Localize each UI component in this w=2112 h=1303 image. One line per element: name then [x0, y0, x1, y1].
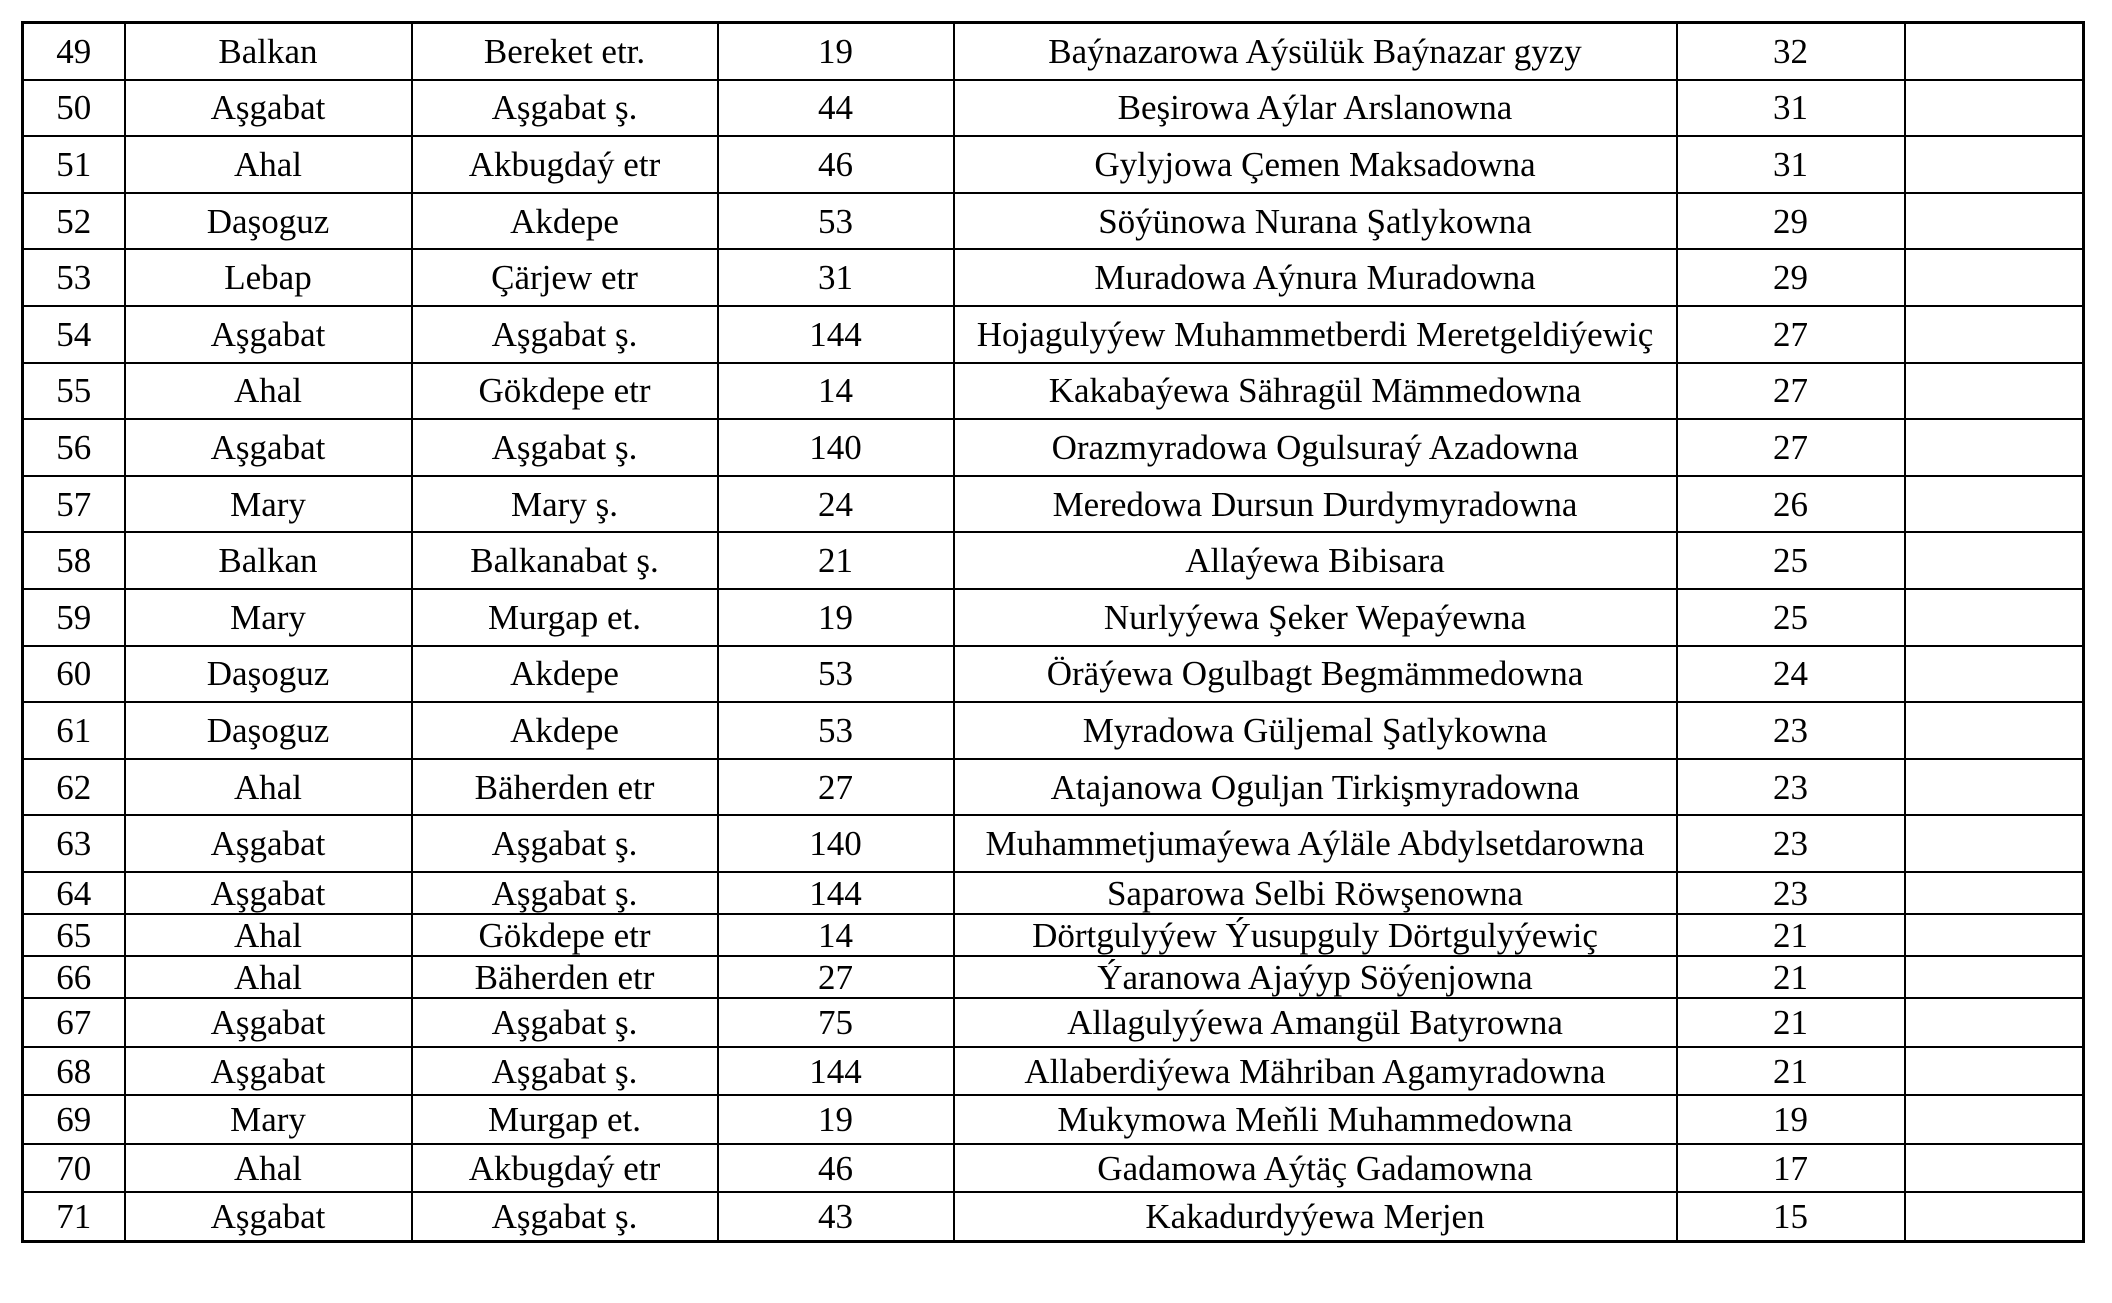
row-number-cell: 51 — [23, 136, 125, 193]
table-row — [23, 532, 2084, 589]
school-number-cell: 21 — [718, 532, 954, 589]
note-cell — [1905, 306, 2084, 363]
score-cell: 25 — [1677, 532, 1905, 589]
district-cell: Akbugdaý etr — [412, 1144, 718, 1193]
region-cell: Mary — [125, 1095, 412, 1144]
participant-name-cell: Öräýewa Ogulbagt Begmämmedowna — [954, 646, 1677, 703]
participant-name-cell: Mukymowa Meňli Muhammedowna — [954, 1095, 1677, 1144]
school-number-cell: 44 — [718, 80, 954, 137]
table-row — [23, 80, 2084, 137]
note-cell — [1905, 419, 2084, 476]
school-number-cell: 53 — [718, 193, 954, 250]
participant-name-cell: Nurlyýewa Şeker Wepaýewna — [954, 589, 1677, 646]
region-cell: Aşgabat — [125, 306, 412, 363]
district-cell: Bäherden etr — [412, 759, 718, 816]
table-row — [23, 1047, 2084, 1096]
participant-name-cell: Baýnazarowa Aýsülük Baýnazar gyzy — [954, 23, 1677, 80]
score-cell: 27 — [1677, 363, 1905, 420]
score-cell: 32 — [1677, 23, 1905, 80]
score-cell: 19 — [1677, 1095, 1905, 1144]
note-cell — [1905, 193, 2084, 250]
district-cell: Murgap et. — [412, 589, 718, 646]
district-cell: Aşgabat ş. — [412, 872, 718, 914]
note-cell — [1905, 702, 2084, 759]
note-cell — [1905, 956, 2084, 998]
district-cell: Aşgabat ş. — [412, 306, 718, 363]
score-cell: 27 — [1677, 306, 1905, 363]
participant-name-cell: Myradowa Güljemal Şatlykowna — [954, 702, 1677, 759]
region-cell: Ahal — [125, 914, 412, 956]
row-number-cell: 66 — [23, 956, 125, 998]
note-cell — [1905, 23, 2084, 80]
region-cell: Aşgabat — [125, 998, 412, 1047]
score-cell: 15 — [1677, 1192, 1905, 1241]
school-number-cell: 75 — [718, 998, 954, 1047]
participant-name-cell: Allagulyýewa Amangül Batyrowna — [954, 998, 1677, 1047]
table-row — [23, 419, 2084, 476]
region-cell: Ahal — [125, 1144, 412, 1193]
school-number-cell: 53 — [718, 646, 954, 703]
district-cell: Aşgabat ş. — [412, 80, 718, 137]
participant-name-cell: Dörtgulyýew Ýusupguly Dörtgulyýewiç — [954, 914, 1677, 956]
row-number-cell: 62 — [23, 759, 125, 816]
row-number-cell: 57 — [23, 476, 125, 533]
participant-name-cell: Gylyjowa Çemen Maksadowna — [954, 136, 1677, 193]
district-cell: Aşgabat ş. — [412, 419, 718, 476]
participant-name-cell: Kakabaýewa Sähragül Mämmedowna — [954, 363, 1677, 420]
region-cell: Aşgabat — [125, 419, 412, 476]
score-cell: 21 — [1677, 998, 1905, 1047]
school-number-cell: 27 — [718, 759, 954, 816]
participant-name-cell: Muradowa Aýnura Muradowna — [954, 249, 1677, 306]
table-row — [23, 306, 2084, 363]
row-number-cell: 63 — [23, 815, 125, 872]
note-cell — [1905, 1095, 2084, 1144]
district-cell: Akdepe — [412, 193, 718, 250]
school-number-cell: 19 — [718, 589, 954, 646]
table-row — [23, 589, 2084, 646]
row-number-cell: 61 — [23, 702, 125, 759]
participant-name-cell: Muhammetjumaýewa Aýläle Abdylsetdarowna — [954, 815, 1677, 872]
note-cell — [1905, 759, 2084, 816]
row-number-cell: 56 — [23, 419, 125, 476]
participant-name-cell: Hojagulyýew Muhammetberdi Meretgeldiýewiç — [954, 306, 1677, 363]
note-cell — [1905, 914, 2084, 956]
district-cell: Balkanabat ş. — [412, 532, 718, 589]
score-cell: 29 — [1677, 193, 1905, 250]
district-cell: Aşgabat ş. — [412, 1047, 718, 1096]
region-cell: Balkan — [125, 532, 412, 589]
participant-name-cell: Ýaranowa Ajaýyp Söýenjowna — [954, 956, 1677, 998]
table-row — [23, 815, 2084, 872]
table-row — [23, 23, 2084, 80]
table-row — [23, 363, 2084, 420]
table-row — [23, 1144, 2084, 1193]
score-cell: 26 — [1677, 476, 1905, 533]
table-row — [23, 1192, 2084, 1241]
school-number-cell: 144 — [718, 1047, 954, 1096]
note-cell — [1905, 589, 2084, 646]
region-cell: Daşoguz — [125, 193, 412, 250]
note-cell — [1905, 1144, 2084, 1193]
note-cell — [1905, 249, 2084, 306]
school-number-cell: 140 — [718, 815, 954, 872]
row-number-cell: 71 — [23, 1192, 125, 1241]
region-cell: Ahal — [125, 363, 412, 420]
school-number-cell: 46 — [718, 136, 954, 193]
note-cell — [1905, 998, 2084, 1047]
participant-name-cell: Beşirowa Aýlar Arslanowna — [954, 80, 1677, 137]
row-number-cell: 67 — [23, 998, 125, 1047]
participant-name-cell: Allaýewa Bibisara — [954, 532, 1677, 589]
score-cell: 31 — [1677, 136, 1905, 193]
region-cell: Aşgabat — [125, 1047, 412, 1096]
score-cell: 23 — [1677, 702, 1905, 759]
district-cell: Akdepe — [412, 702, 718, 759]
school-number-cell: 19 — [718, 23, 954, 80]
participant-name-cell: Atajanowa Oguljan Tirkişmyradowna — [954, 759, 1677, 816]
row-number-cell: 64 — [23, 872, 125, 914]
note-cell — [1905, 136, 2084, 193]
school-number-cell: 19 — [718, 1095, 954, 1144]
row-number-cell: 53 — [23, 249, 125, 306]
row-number-cell: 59 — [23, 589, 125, 646]
note-cell — [1905, 363, 2084, 420]
district-cell: Mary ş. — [412, 476, 718, 533]
region-cell: Lebap — [125, 249, 412, 306]
row-number-cell: 54 — [23, 306, 125, 363]
school-number-cell: 27 — [718, 956, 954, 998]
region-cell: Daşoguz — [125, 646, 412, 703]
school-number-cell: 53 — [718, 702, 954, 759]
participant-name-cell: Allaberdiýewa Mähriban Agamyradowna — [954, 1047, 1677, 1096]
participant-name-cell: Kakadurdyýewa Merjen — [954, 1192, 1677, 1241]
table-row — [23, 702, 2084, 759]
row-number-cell: 70 — [23, 1144, 125, 1193]
table-row — [23, 136, 2084, 193]
note-cell — [1905, 646, 2084, 703]
score-cell: 27 — [1677, 419, 1905, 476]
row-number-cell: 58 — [23, 532, 125, 589]
school-number-cell: 140 — [718, 419, 954, 476]
region-cell: Balkan — [125, 23, 412, 80]
table-row — [23, 998, 2084, 1047]
school-number-cell: 144 — [718, 872, 954, 914]
school-number-cell: 31 — [718, 249, 954, 306]
district-cell: Çärjew etr — [412, 249, 718, 306]
row-number-cell: 60 — [23, 646, 125, 703]
row-number-cell: 49 — [23, 23, 125, 80]
table-row — [23, 956, 2084, 998]
district-cell: Bäherden etr — [412, 956, 718, 998]
participant-name-cell: Söýünowa Nurana Şatlykowna — [954, 193, 1677, 250]
school-number-cell: 144 — [718, 306, 954, 363]
district-cell: Gökdepe etr — [412, 914, 718, 956]
score-cell: 21 — [1677, 1047, 1905, 1096]
school-number-cell: 14 — [718, 363, 954, 420]
participant-name-cell: Saparowa Selbi Röwşenowna — [954, 872, 1677, 914]
row-number-cell: 52 — [23, 193, 125, 250]
note-cell — [1905, 815, 2084, 872]
region-cell: Aşgabat — [125, 80, 412, 137]
score-cell: 21 — [1677, 914, 1905, 956]
score-cell: 31 — [1677, 80, 1905, 137]
district-cell: Aşgabat ş. — [412, 1192, 718, 1241]
table-row — [23, 1095, 2084, 1144]
row-number-cell: 68 — [23, 1047, 125, 1096]
participant-name-cell: Orazmyradowa Ogulsuraý Azadowna — [954, 419, 1677, 476]
region-cell: Ahal — [125, 956, 412, 998]
region-cell: Ahal — [125, 136, 412, 193]
score-cell: 23 — [1677, 872, 1905, 914]
note-cell — [1905, 1192, 2084, 1241]
district-cell: Akdepe — [412, 646, 718, 703]
note-cell — [1905, 1047, 2084, 1096]
table-row — [23, 193, 2084, 250]
table-row — [23, 476, 2084, 533]
table-row — [23, 249, 2084, 306]
district-cell: Akbugdaý etr — [412, 136, 718, 193]
district-cell: Aşgabat ş. — [412, 998, 718, 1047]
note-cell — [1905, 872, 2084, 914]
district-cell: Gökdepe etr — [412, 363, 718, 420]
table-body — [23, 23, 2084, 1242]
row-number-cell: 55 — [23, 363, 125, 420]
school-number-cell: 24 — [718, 476, 954, 533]
note-cell — [1905, 476, 2084, 533]
table-row — [23, 759, 2084, 816]
district-cell: Bereket etr. — [412, 23, 718, 80]
region-cell: Mary — [125, 476, 412, 533]
participant-name-cell: Gadamowa Aýtäç Gadamowna — [954, 1144, 1677, 1193]
region-cell: Daşoguz — [125, 702, 412, 759]
region-cell: Aşgabat — [125, 1192, 412, 1241]
score-cell: 24 — [1677, 646, 1905, 703]
score-cell: 23 — [1677, 759, 1905, 816]
table-row — [23, 872, 2084, 914]
school-number-cell: 14 — [718, 914, 954, 956]
score-cell: 21 — [1677, 956, 1905, 998]
region-cell: Mary — [125, 589, 412, 646]
score-cell: 25 — [1677, 589, 1905, 646]
school-number-cell: 43 — [718, 1192, 954, 1241]
district-cell: Murgap et. — [412, 1095, 718, 1144]
region-cell: Aşgabat — [125, 815, 412, 872]
score-cell: 17 — [1677, 1144, 1905, 1193]
district-cell: Aşgabat ş. — [412, 815, 718, 872]
results-table — [21, 21, 2085, 1243]
row-number-cell: 65 — [23, 914, 125, 956]
school-number-cell: 46 — [718, 1144, 954, 1193]
region-cell: Ahal — [125, 759, 412, 816]
row-number-cell: 69 — [23, 1095, 125, 1144]
participant-name-cell: Meredowa Dursun Durdymyradowna — [954, 476, 1677, 533]
note-cell — [1905, 80, 2084, 137]
score-cell: 23 — [1677, 815, 1905, 872]
score-cell: 29 — [1677, 249, 1905, 306]
region-cell: Aşgabat — [125, 872, 412, 914]
table-row — [23, 646, 2084, 703]
table-row — [23, 914, 2084, 956]
row-number-cell: 50 — [23, 80, 125, 137]
note-cell — [1905, 532, 2084, 589]
